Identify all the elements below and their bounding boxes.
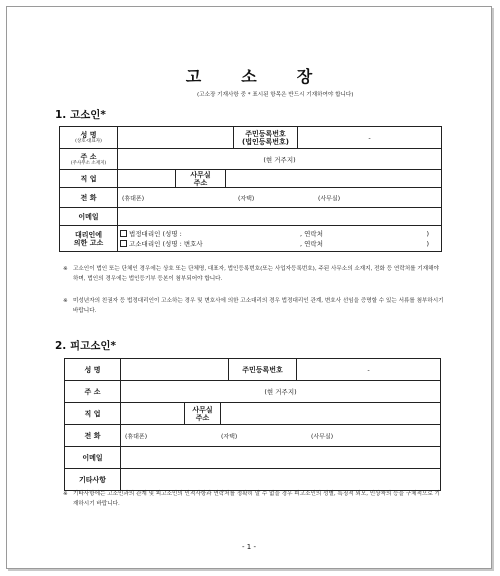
accused-email-field[interactable] (121, 447, 441, 469)
accused-email-label: 이메일 (65, 447, 121, 469)
legal-representative-option[interactable]: 법정대리인 (성명 : , 연락처 ) (120, 229, 439, 239)
complainant-email-row (60, 208, 442, 226)
attorney-representative-checkbox[interactable] (120, 240, 127, 247)
accused-phone-row (65, 425, 441, 447)
accused-job-row (65, 403, 441, 425)
accused-address-label: 주 소 (65, 381, 121, 403)
email-label: 이메일 (60, 208, 118, 226)
title-char: 고 (185, 67, 202, 86)
note-corporate-complainant: ※ 고소인이 법인 또는 단체인 경우에는 상호 또는 단체명, 대표자, 법인등록번호(또는 사업자등록번호), 주된 사무소의 소재지, 전화 등 연락처를 기재해야 하며, 법인의 경우에는 법인등기부 등본이 첨부되어야 합니다. (63, 266, 439, 282)
accused-job-field[interactable] (121, 403, 185, 425)
name-label: 성 명 (상호·대표자) (60, 127, 118, 149)
job-field[interactable] (118, 170, 176, 188)
accused-name-row (65, 359, 441, 381)
name-field[interactable] (118, 127, 234, 149)
accused-etc-field[interactable] (121, 469, 441, 491)
accused-home-phone-label: (자택) (221, 433, 238, 440)
representative-label: 대리인에 의한 고소 (60, 226, 118, 252)
note-legal-representative: ※ 미성년자의 친권자 등 법정대리인이 고소하는 경우 및 변호사에 의한 고소대리의 경우 법정대리인 관계, 변호사 선임을 증명할 수 있는 서류를 첨부하시기 바랍니다. (63, 298, 444, 314)
accused-office-phone-label: (사무실) (311, 433, 334, 440)
accused-phone-label: 전 화 (65, 425, 121, 447)
attorney-representative-option[interactable]: 고소대리인 (성명 : 변호사 , 연락처 ) (120, 239, 439, 249)
id-number-field[interactable]: - (298, 127, 442, 149)
address-field[interactable]: (현 거주지) (118, 149, 442, 170)
accused-phone-field[interactable] (121, 425, 441, 447)
accused-email-row (65, 447, 441, 469)
phone-field[interactable] (118, 188, 442, 208)
representative-options (118, 226, 442, 252)
complainant-job-row (60, 170, 442, 188)
document-subtitle: (고소장 기재사항 중 * 표시된 항목은 반드시 기재하여야 합니다) (197, 92, 354, 98)
complainant-address-row (60, 149, 442, 170)
title-char: 장 (296, 67, 313, 86)
accused-table (64, 358, 441, 491)
complainant-name-row (60, 127, 442, 149)
office-phone-label: (사무실) (318, 195, 341, 202)
accused-id-number-field[interactable]: - (297, 359, 441, 381)
section-heading-accused: 2. 피고소인* (55, 340, 117, 352)
section-heading-complainant: 1. 고소인* (55, 109, 106, 121)
document-page (6, 6, 492, 569)
home-phone-label: (자택) (238, 195, 255, 202)
accused-mobile-phone-label: (휴대폰) (125, 433, 148, 440)
accused-etc-row (65, 469, 441, 491)
accused-etc-label: 기타사항 (65, 469, 121, 491)
accused-name-field[interactable] (121, 359, 229, 381)
note-other-details: ※ 기타사항에는 고소인과의 관계 및 피고소인의 인적사항과 연락처를 정확히 알 수 없을 경우 피고소인의 성별, 특징적 외모, 인상착의 등을 구체적으로 기재하시기 바랍니다. (63, 491, 440, 507)
office-address-label: 사무실 주소 (176, 170, 226, 188)
page-number: - 1 - (242, 543, 256, 551)
accused-id-number-label: 주민등록번호 (229, 359, 297, 381)
document-title (7, 64, 491, 87)
accused-office-address-field[interactable] (221, 403, 441, 425)
accused-name-label: 성 명 (65, 359, 121, 381)
job-label: 직 업 (60, 170, 118, 188)
complainant-table (59, 126, 442, 252)
accused-address-row (65, 381, 441, 403)
id-number-label: 주민등록번호 (법인등록번호) (234, 127, 298, 149)
phone-label: 전 화 (60, 188, 118, 208)
mobile-phone-label: (휴대폰) (122, 195, 145, 202)
title-char: 소 (241, 67, 257, 86)
complainant-phone-row (60, 188, 442, 208)
accused-office-address-label: 사무실 주소 (185, 403, 221, 425)
legal-representative-checkbox[interactable] (120, 230, 127, 237)
accused-address-field[interactable]: (현 거주지) (121, 381, 441, 403)
office-address-field[interactable] (226, 170, 442, 188)
address-label: 주 소 (주사무소 소재지) (60, 149, 118, 170)
accused-job-label: 직 업 (65, 403, 121, 425)
complainant-representative-row (60, 226, 442, 252)
email-field[interactable] (118, 208, 442, 226)
